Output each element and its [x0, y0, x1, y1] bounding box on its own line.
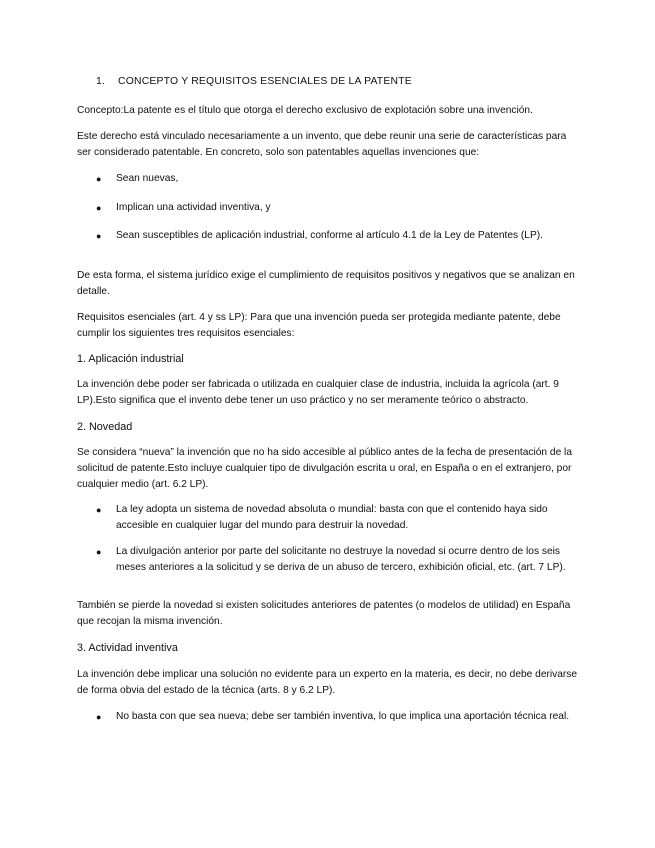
paragraph-novedad: Se considera “nueva” la invención que no ha sido accesible al público antes de la fecha de presentación de la solicitud de patente.Esto incluye cualquier tipo de divulgación escrita u oral, en España o en el extranjero, por cualquier medio (art. 6.2 LP). — [77, 447, 572, 490]
subsection-title-aplicacion: 1. Aplicación industrial — [77, 353, 184, 365]
list-item-text: La divulgación anterior por parte del solicitante no destruye la novedad si ocurre dentro de los seis meses anteriores a la solicitud y se deriva de un abuso de tercero, exhibición oficial, etc. (art. 7 LP). — [116, 546, 566, 573]
list-item-text: La ley adopta un sistema de novedad absoluta o mundial: basta con que el contenido haya sido accesible en cualquier lugar del mundo para destruir la novedad. — [116, 504, 548, 531]
list-item-text: Implican una actividad inventiva, y — [116, 202, 271, 213]
paragraph-aplicacion: La invención debe poder ser fabricada o utilizada en cualquier clase de industria, incluida la agrícola (art. 9 LP).Esto significa que el invento debe tener un uso práctico y no ser meramente teórico o abstracto. — [77, 379, 559, 406]
bullet-icon: ● — [96, 712, 102, 722]
bullet-icon: ● — [96, 174, 102, 184]
list-item — [96, 502, 578, 534]
paragraph-novedad-perdida: También se pierde la novedad si existen solicitudes anteriores de patentes (o modelos de utilidad) en España que recojan la misma invención. — [77, 600, 571, 627]
bullet-icon: ● — [96, 505, 102, 515]
list-item-text: No basta con que sea nueva; debe ser también inventiva, lo que implica una aportación técnica real. — [116, 711, 570, 722]
paragraph-requisitos: Requisitos esenciales (art. 4 y ss LP): Para que una invención pueda ser protegida mediante patente, debe cumplir los siguientes tres requisitos esenciales: — [77, 312, 561, 339]
subsection-title-novedad: 2. Novedad — [77, 421, 133, 433]
list-item — [96, 171, 578, 187]
list-item — [96, 709, 578, 725]
bullet-icon: ● — [96, 203, 102, 213]
list-item — [96, 228, 578, 244]
subsection-title-actividad: 3. Actividad inventiva — [77, 642, 178, 654]
paragraph-sistema: De esta forma, el sistema jurídico exige el cumplimiento de requisitos positivos y negativos que se analizan en detalle. — [77, 270, 575, 297]
list-item-text: Sean nuevas, — [116, 173, 179, 184]
list-item-text: Sean susceptibles de aplicación industrial, conforme al artículo 4.1 de la Ley de Patentes (LP). — [116, 230, 543, 241]
bullet-icon: ● — [96, 547, 102, 557]
heading-number: 1. — [96, 76, 106, 87]
paragraph-concepto: Concepto:La patente es el título que otorga el derecho exclusivo de explotación sobre una invención. — [77, 105, 533, 116]
list-item — [96, 200, 578, 216]
heading-title: CONCEPTO Y REQUISITOS ESENCIALES DE LA PATENTE — [118, 76, 412, 87]
bullet-icon: ● — [96, 231, 102, 241]
list-item — [96, 544, 578, 576]
paragraph-actividad: La invención debe implicar una solución no evidente para un experto en la materia, es decir, no debe derivarse de forma obvia del estado de la técnica (arts. 8 y 6.2 LP). — [77, 669, 578, 696]
paragraph-derecho: Este derecho está vinculado necesariamente a un invento, que debe reunir una serie de características para ser considerado patentable. En concreto, solo son patentables aquellas invenciones que: — [77, 131, 567, 158]
section-heading — [96, 74, 412, 90]
